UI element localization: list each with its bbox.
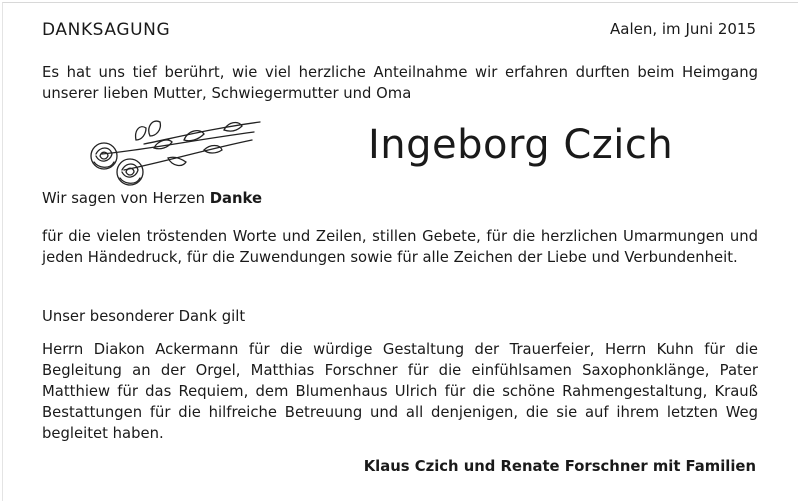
thanks-emphasis: Danke	[209, 190, 263, 207]
special-thanks-heading: Unser besonderer Dank gilt	[42, 308, 246, 325]
roses-icon	[84, 110, 266, 190]
thanks-paragraph: für die vielen tröstenden Worte und Zeilen, stillen Gebete, für die herzlichen Umarmungen und jeden Händedruck, für die Zuwendungen sowie für alle Zeichen der Liebe und Verbundenheit.	[42, 228, 758, 266]
place-date: Aalen, im Juni 2015	[610, 20, 756, 38]
intro-paragraph: Es hat uns tief berührt, wie viel herzliche Anteilnahme wir erfahren durften beim Heimgang unserer lieben Mutter, Schwiegermutter und Oma	[42, 64, 758, 102]
signature: Klaus Czich und Renate Forschner mit Familien	[363, 458, 756, 475]
notice-heading: DANKSAGUNG	[42, 20, 171, 40]
thanks-prefix: Wir sagen von Herzen	[42, 190, 206, 207]
special-thanks-paragraph: Herrn Diakon Ackermann für die würdige Gestaltung der Trauerfeier, Herrn Kuhn für die Begleitung an der Orgel, Matthias Forschner für die einfühlsamen Saxophonklänge, Pater Matthiew für das Requiem, dem Blumenhaus Ulrich für die schöne Rahmengestaltung, Krauß Bestattungen für die hilfreiche Betreuung und all denjenigen, die sie auf ihrem letzten Weg begleitet haben.	[42, 341, 758, 442]
thanks-line	[42, 190, 262, 207]
deceased-name: Ingeborg Czich	[368, 122, 674, 168]
